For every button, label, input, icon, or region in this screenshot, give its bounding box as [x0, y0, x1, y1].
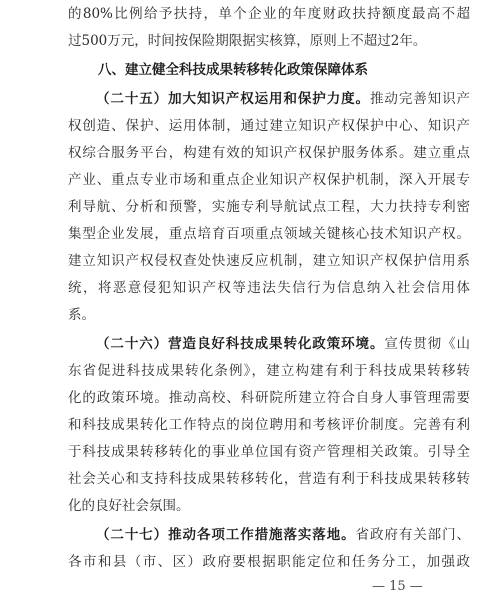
- body-text-line: 过500万元，时间按保险期限据实核算，原则上不超过2年。: [68, 33, 427, 49]
- body-text-line: 各市和县（市、区）政府要根据职能定位和任务分工，加强政: [68, 554, 470, 570]
- body-text-line: 产业、重点专业市场和重点企业知识产权保护机制，深入开展专: [68, 172, 470, 188]
- paragraph-first-line: [96, 331, 470, 358]
- body-text-line: 利导航、分析和预警，实施专利导航试点工程，大力扶持专利密: [68, 199, 470, 215]
- section-heading: 八、建立健全科技成果转移转化政策保障体系: [98, 62, 368, 78]
- page-number: — 15 —: [372, 579, 423, 594]
- body-text-line: 东省促进科技成果转化条例》，建立构建有利于科技成果转移转: [68, 363, 470, 379]
- paragraph-text: 省政府有关部门、: [355, 527, 471, 543]
- paragraph-text: 宣传贯彻《山: [384, 336, 471, 352]
- paragraph-lead: （二十五）加大知识产权运用和保护力度。: [96, 91, 370, 107]
- paragraph-first-line: [96, 522, 470, 549]
- body-text-line: 权创造、保护、运用体制，通过建立知识产权保护中心、知识产: [68, 118, 470, 134]
- body-text-line: 社会关心和支持科技成果转移转化，营造有利于科技成果转移转: [68, 471, 470, 487]
- body-text-line: 统，将恶意侵犯知识产权等违法失信行为信息纳入社会信用体: [68, 280, 470, 296]
- body-text-line: 化的良好社会氛围。: [68, 498, 190, 514]
- paragraph-lead: （二十七）推动各项工作措施落实落地。: [96, 527, 356, 543]
- paragraph-lead: （二十六）营造良好科技成果转化政策环境。: [96, 336, 385, 352]
- body-text-line: 于科技成果转移转化的事业单位国有资产管理相关政策。引导全: [68, 444, 470, 460]
- body-text-line: 建立知识产权侵权查处快速反应机制，建立知识产权保护信用系: [68, 253, 470, 269]
- body-text-line: 和科技成果转化工作特点的岗位聘用和考核评价制度。完善有利: [68, 417, 470, 433]
- body-text-line: 化的政策环境。推动高校、科研院所建立符合自身人事管理需要: [68, 390, 470, 406]
- body-text-line: 集型企业发展，重点培育百项重点领域关键核心技术知识产权。: [68, 226, 470, 242]
- body-text-line: 系。: [68, 307, 95, 323]
- body-text-line: 的80%比例给予扶持，单个企业的年度财政扶持额度最高不超: [68, 6, 470, 22]
- paragraph-first-line: [96, 86, 470, 113]
- paragraph-text: 推动完善知识产: [369, 91, 471, 107]
- body-text-line: 权综合服务平台，构建有效的知识产权保护服务体系。建立重点: [68, 145, 470, 161]
